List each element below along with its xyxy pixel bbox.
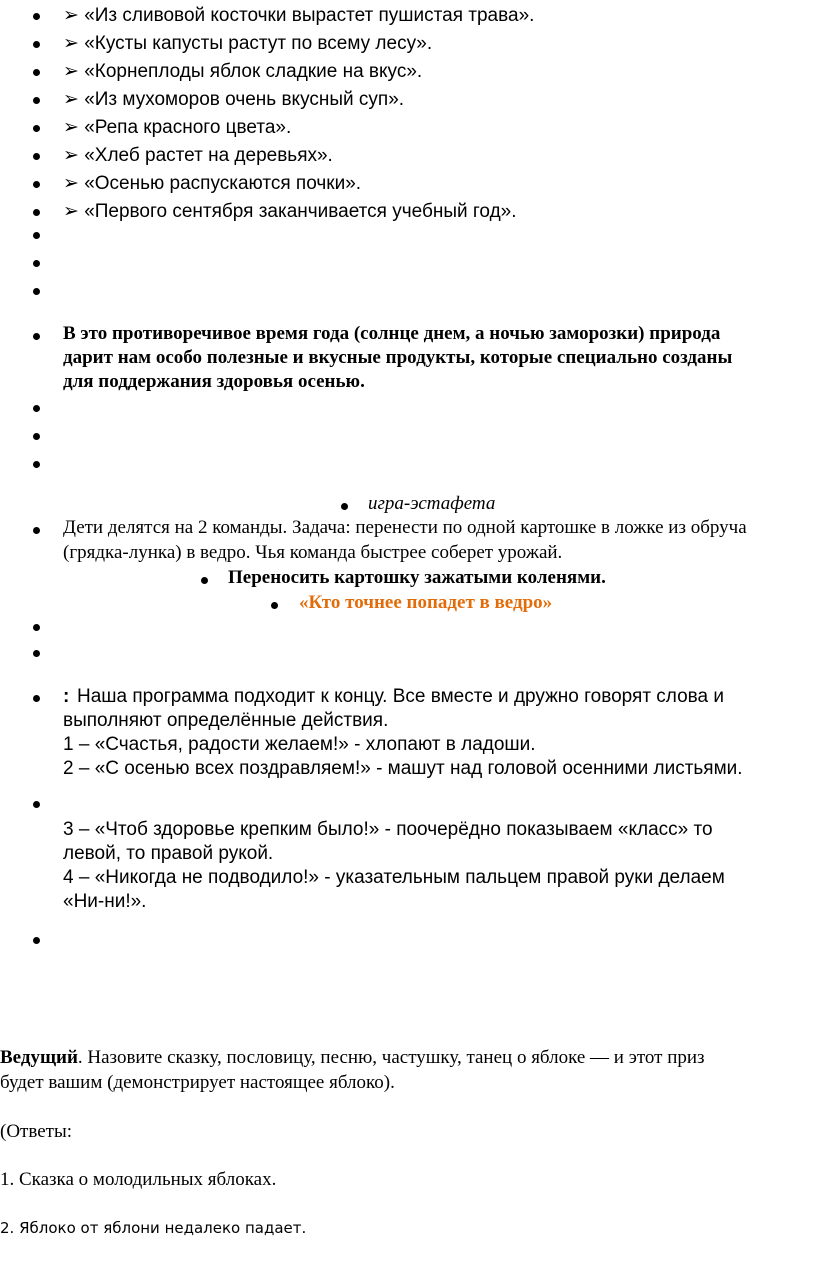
game-bucket: «Кто точнее попадет в ведро» <box>299 592 553 613</box>
bullet <box>341 503 348 510</box>
empty-bullet <box>33 461 40 468</box>
host-text: . Назовите сказку, пословицу, песню, частушку, танец о яблоке — и этот приз <box>77 1047 705 1068</box>
bullet <box>33 181 40 188</box>
empty-bullet <box>33 232 40 239</box>
host-line <box>0 1046 705 1070</box>
list-item: ➢ «Хлеб растет на деревьях». <box>63 145 333 166</box>
empty-bullet <box>33 650 40 657</box>
answers-label: (Ответы: <box>0 1121 72 1142</box>
autumn-paragraph-line: дарит нам особо полезные и вкусные продукты, которые специально созданы <box>63 347 733 368</box>
bullet <box>201 577 208 584</box>
bullet <box>33 13 40 20</box>
finale-line: выполняют определённые действия. <box>63 710 389 731</box>
answer-item: 1. Сказка о молодильных яблоках. <box>0 1169 277 1190</box>
empty-bullet <box>33 405 40 412</box>
list-item: ➢ «Из сливовой косточки вырастет пушистая трава». <box>63 5 535 26</box>
autumn-paragraph-line: В это противоречивое время года (солнце днем, а ночью заморозки) природа <box>63 323 721 344</box>
bullet <box>33 527 40 534</box>
relay-title: игра-эстафета <box>368 493 496 514</box>
empty-bullet <box>33 801 40 808</box>
finale-line: левой, то правой рукой. <box>63 843 274 864</box>
answer-item: 2. Яблоко от яблони недалеко падает. <box>0 1219 307 1237</box>
empty-bullet <box>33 937 40 944</box>
relay-text-line: (грядка-лунка) в ведро. Чья команда быстрее соберет урожай. <box>63 542 563 563</box>
list-item: ➢ «Первого сентября заканчивается учебный год». <box>63 201 517 222</box>
bullet <box>33 209 40 216</box>
bullet <box>271 602 278 609</box>
relay-text-line: Дети делятся на 2 команды. Задача: перенести по одной картошке в ложке из обруча <box>63 517 747 538</box>
finale-line: «Ни-ни!». <box>63 891 147 912</box>
bullet <box>33 153 40 160</box>
empty-bullet <box>33 288 40 295</box>
bullet <box>33 97 40 104</box>
empty-bullet <box>33 624 40 631</box>
list-item: ➢ «Репа красного цвета». <box>63 117 292 138</box>
bullet <box>33 41 40 48</box>
bullet <box>33 69 40 76</box>
finale-line: Наша программа подходит к концу. Все вместе и дружно говорят слова и <box>77 686 725 707</box>
list-item: ➢ «Из мухоморов очень вкусный суп». <box>63 89 405 110</box>
bullet <box>33 333 40 340</box>
bullet <box>33 125 40 132</box>
bullet <box>33 695 40 702</box>
finale-line: 1 – «Счастья, радости желаем!» - хлопают в ладоши. <box>63 734 536 755</box>
finale-line: 2 – «С осенью всех поздравляем!» - машут над головой осенними листьями. <box>63 758 743 779</box>
host-line: будет вашим (демонстрирует настоящее яблоко). <box>0 1072 395 1093</box>
empty-bullet <box>33 260 40 267</box>
game-knees: Переносить картошку зажатыми коленями. <box>228 567 606 588</box>
empty-bullet <box>33 433 40 440</box>
finale-line: 3 – «Чтоб здоровье крепким было!» - поочерёдно показываем «класс» то <box>63 819 713 840</box>
autumn-paragraph-line: для поддержания здоровья осенью. <box>63 371 365 392</box>
host-label: Ведущий <box>0 1047 78 1068</box>
finale-colon: : <box>63 686 70 707</box>
list-item: ➢ «Осенью распускаются почки». <box>63 173 362 194</box>
finale-line: 4 – «Никогда не подводило!» - указательным пальцем правой руки делаем <box>63 867 725 888</box>
list-item: ➢ «Кусты капусты растут по всему лесу». <box>63 33 433 54</box>
list-item: ➢ «Корнеплоды яблок сладкие на вкус». <box>63 61 423 82</box>
